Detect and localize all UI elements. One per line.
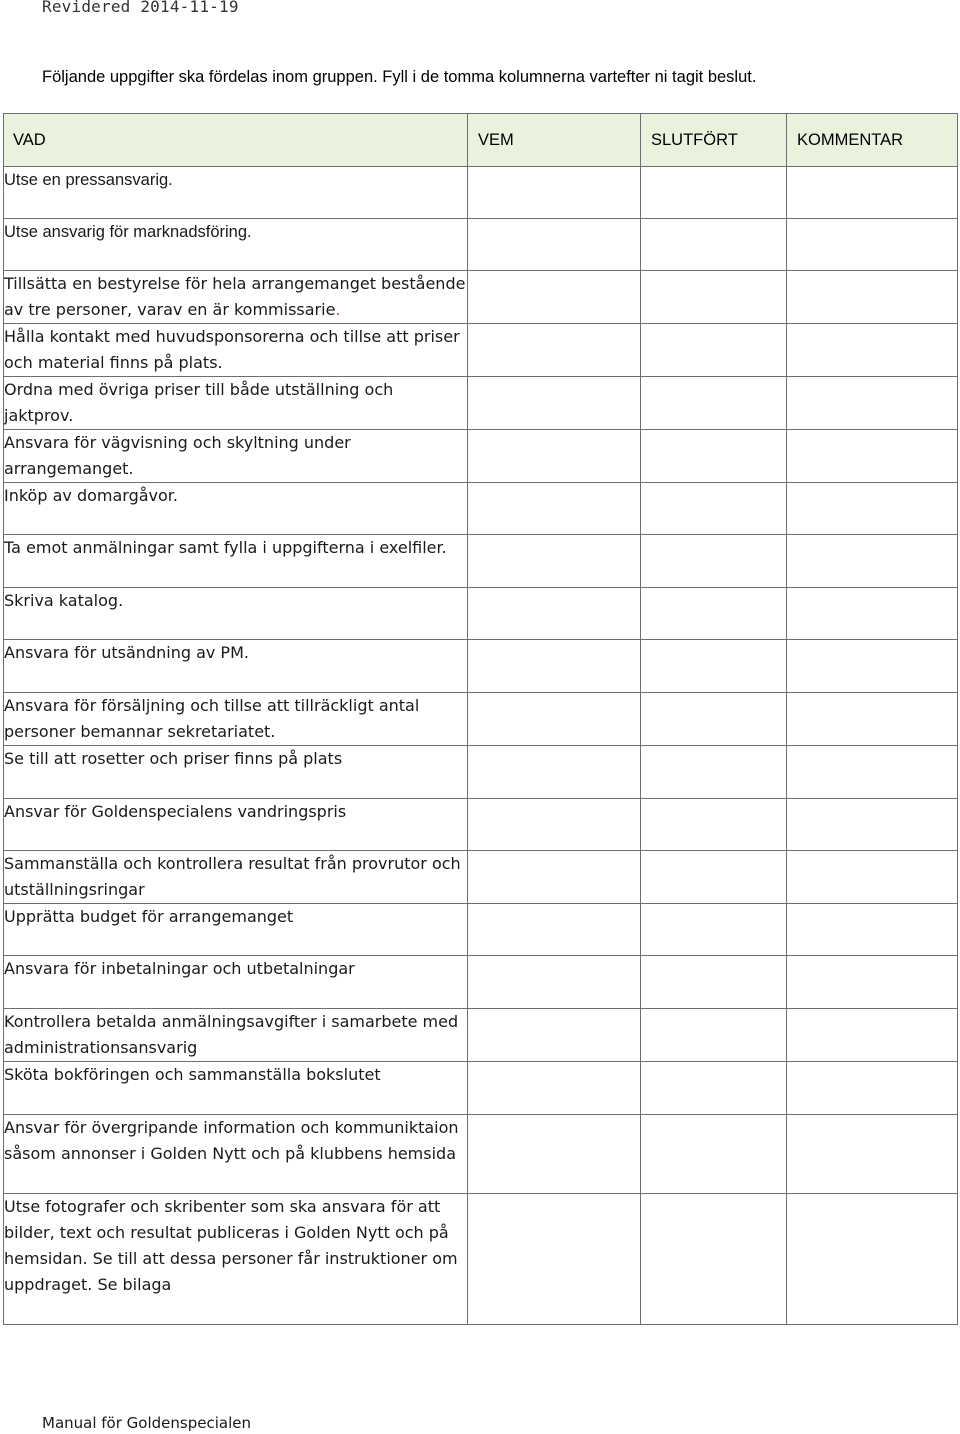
slutfort-cell[interactable]: [641, 430, 787, 483]
task-description: Inköp av domargåvor.: [4, 483, 468, 535]
table-row: [4, 377, 958, 430]
slutfort-cell[interactable]: [641, 1009, 787, 1062]
vem-cell[interactable]: [468, 956, 641, 1009]
vem-cell[interactable]: [468, 799, 641, 851]
slutfort-cell[interactable]: [641, 693, 787, 746]
task-description: Ansvara för inbetalningar och utbetalningar: [4, 956, 468, 1009]
header-vem: VEM: [468, 114, 641, 167]
task-description: Utse ansvarig för marknadsföring.: [4, 219, 468, 271]
kommentar-cell[interactable]: [787, 693, 958, 746]
slutfort-cell[interactable]: [641, 483, 787, 535]
task-description: Ta emot anmälningar samt fylla i uppgifterna i exelfiler.: [4, 535, 468, 588]
task-description: Ansvara för vägvisning och skyltning under arrangemanget.: [4, 430, 468, 483]
slutfort-cell[interactable]: [641, 799, 787, 851]
header-slutfort: SLUTFÖRT: [641, 114, 787, 167]
kommentar-cell[interactable]: [787, 746, 958, 799]
kommentar-cell[interactable]: [787, 1062, 958, 1115]
vem-cell[interactable]: [468, 640, 641, 693]
header-vad: VAD: [4, 114, 468, 167]
slutfort-cell[interactable]: [641, 535, 787, 588]
table-row: [4, 640, 958, 693]
footer-text: Manual för Goldenspecialen: [42, 1414, 251, 1432]
vem-cell[interactable]: [468, 851, 641, 904]
table-row: [4, 1115, 958, 1194]
kommentar-cell[interactable]: [787, 324, 958, 377]
table-row: [4, 167, 958, 219]
vem-cell[interactable]: [468, 377, 641, 430]
slutfort-cell[interactable]: [641, 1194, 787, 1325]
slutfort-cell[interactable]: [641, 1115, 787, 1194]
kommentar-cell[interactable]: [787, 956, 958, 1009]
task-description: [4, 271, 468, 324]
vem-cell[interactable]: [468, 1115, 641, 1194]
kommentar-cell[interactable]: [787, 271, 958, 324]
kommentar-cell[interactable]: [787, 430, 958, 483]
vem-cell[interactable]: [468, 1062, 641, 1115]
task-text-suffix: .: [335, 300, 341, 319]
kommentar-cell[interactable]: [787, 1009, 958, 1062]
task-description: Ansvar för Goldenspecialens vandringspris: [4, 799, 468, 851]
table-row: [4, 799, 958, 851]
task-table: [3, 113, 958, 1325]
table-row: [4, 588, 958, 640]
task-description: Ansvara för försäljning och tillse att tillräckligt antal personer bemannar sekretariatet.: [4, 693, 468, 746]
task-description: Sammanställa och kontrollera resultat från provrutor och utställningsringar: [4, 851, 468, 904]
kommentar-cell[interactable]: [787, 640, 958, 693]
vem-cell[interactable]: [468, 693, 641, 746]
task-description: Kontrollera betalda anmälningsavgifter i samarbete med administrationsansvarig: [4, 1009, 468, 1062]
table-row: [4, 430, 958, 483]
table-row: [4, 535, 958, 588]
table-row: [4, 483, 958, 535]
table-row: [4, 1194, 958, 1325]
table-row: [4, 1009, 958, 1062]
slutfort-cell[interactable]: [641, 640, 787, 693]
kommentar-cell[interactable]: [787, 483, 958, 535]
table-row: [4, 324, 958, 377]
slutfort-cell[interactable]: [641, 588, 787, 640]
task-description: Utse fotografer och skribenter som ska ansvara för att bilder, text och resultat publiceras i Golden Nytt och på hemsidan. Se till att dessa personer får instruktioner om uppdraget. Se bilaga: [4, 1194, 468, 1325]
table-header-row: [4, 114, 958, 167]
vem-cell[interactable]: [468, 271, 641, 324]
slutfort-cell[interactable]: [641, 219, 787, 271]
slutfort-cell[interactable]: [641, 956, 787, 1009]
vem-cell[interactable]: [468, 535, 641, 588]
vem-cell[interactable]: [468, 324, 641, 377]
slutfort-cell[interactable]: [641, 904, 787, 956]
table-row: [4, 1062, 958, 1115]
table-row: [4, 219, 958, 271]
header-kommentar: KOMMENTAR: [787, 114, 958, 167]
task-description: Utse en pressansvarig.: [4, 167, 468, 219]
task-description: Ansvara för utsändning av PM.: [4, 640, 468, 693]
kommentar-cell[interactable]: [787, 535, 958, 588]
task-description: Skriva katalog.: [4, 588, 468, 640]
kommentar-cell[interactable]: [787, 1115, 958, 1194]
kommentar-cell[interactable]: [787, 904, 958, 956]
slutfort-cell[interactable]: [641, 746, 787, 799]
table-row: [4, 904, 958, 956]
table-row: [4, 271, 958, 324]
kommentar-cell[interactable]: [787, 219, 958, 271]
vem-cell[interactable]: [468, 1009, 641, 1062]
kommentar-cell[interactable]: [787, 1194, 958, 1325]
task-description: Ansvar för övergripande information och kommuniktaion såsom annonser i Golden Nytt och på klubbens hemsida: [4, 1115, 468, 1194]
vem-cell[interactable]: [468, 219, 641, 271]
slutfort-cell[interactable]: [641, 271, 787, 324]
vem-cell[interactable]: [468, 904, 641, 956]
slutfort-cell[interactable]: [641, 377, 787, 430]
vem-cell[interactable]: [468, 167, 641, 219]
task-description: Sköta bokföringen och sammanställa bokslutet: [4, 1062, 468, 1115]
kommentar-cell[interactable]: [787, 851, 958, 904]
kommentar-cell[interactable]: [787, 588, 958, 640]
table-row: [4, 693, 958, 746]
kommentar-cell[interactable]: [787, 377, 958, 430]
vem-cell[interactable]: [468, 746, 641, 799]
vem-cell[interactable]: [468, 483, 641, 535]
task-text: Tillsätta en bestyrelse för hela arrangemanget bestående av tre personer, varav en är kommissarie: [4, 274, 466, 319]
kommentar-cell[interactable]: [787, 167, 958, 219]
vem-cell[interactable]: [468, 1194, 641, 1325]
vem-cell[interactable]: [468, 430, 641, 483]
revision-date: Revidered 2014-11-19: [42, 0, 239, 16]
task-description: Se till att rosetter och priser finns på plats: [4, 746, 468, 799]
table-row: [4, 746, 958, 799]
slutfort-cell[interactable]: [641, 324, 787, 377]
kommentar-cell[interactable]: [787, 799, 958, 851]
slutfort-cell[interactable]: [641, 1062, 787, 1115]
task-description: Upprätta budget för arrangemanget: [4, 904, 468, 956]
task-description: Ordna med övriga priser till både utställning och jaktprov.: [4, 377, 468, 430]
slutfort-cell[interactable]: [641, 851, 787, 904]
table-row: [4, 851, 958, 904]
vem-cell[interactable]: [468, 588, 641, 640]
slutfort-cell[interactable]: [641, 167, 787, 219]
task-description: Hålla kontakt med huvudsponsorerna och tillse att priser och material finns på plats.: [4, 324, 468, 377]
instructions-text: Följande uppgifter ska fördelas inom gruppen. Fyll i de tomma kolumnerna vartefter ni tagit beslut.: [42, 68, 757, 86]
table-row: [4, 956, 958, 1009]
